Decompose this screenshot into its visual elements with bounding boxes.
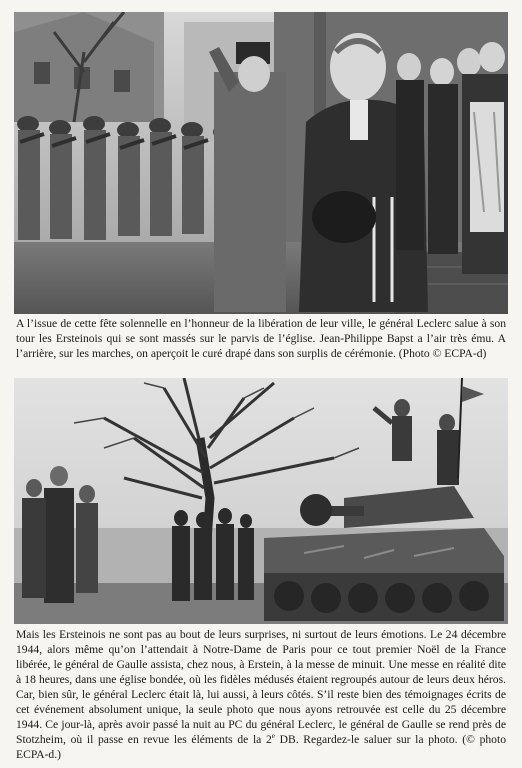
photo-review-troops (14, 378, 508, 624)
photo-ceremony-image (14, 12, 508, 314)
caption-superscript: e (271, 732, 275, 741)
caption-ceremony-text: A l’issue de cette fête solennelle en l’honneur de la libération de leur ville, le général Leclerc salue à son tour les Ersteinois qui se sont massés sur le parvis de l’église. Jean-Philippe Bapst a l’air très ému. A l’arrière, sur les marches, on aperçoit le curé drapé dans son surplis de cérémonie. (Photo © ECPA-d) (16, 317, 506, 360)
caption-ceremony (16, 316, 506, 361)
photo-review-troops-image (14, 378, 508, 624)
caption-review-troops-text-end: DB. Regardez-le saluer sur la photo. (© photo ECPA-d.) (16, 733, 506, 761)
photo-ceremony (14, 12, 508, 314)
caption-review-troops (16, 627, 506, 762)
caption-review-troops-text: Mais les Ersteinois ne sont pas au bout de leurs surprises, ni surtout de leurs émotions. Le 24 décembre 1944, alors même qu’on l’attendait à Notre-Dame de Paris pour ce tout premier Noël de la France libérée, le général de Gaulle assista, chez nous, à Erstein, à la messe de minuit. Une messe en réalité dite à 18 heures, dans une église bondée, où les fidèles médusés étaient regroupés autour de leurs deux héros. Car, bien sûr, le général Leclerc était là, lui aussi, à leurs côtés. S’il reste bien des témoignages écrits de cet événement absolument unique, la seule photo que nous ayons retrouvée est celle du 25 décembre 1944. Ce jour-là, après avoir passé la nuit au PC du général Leclerc, le général de Gaulle se rend près de Stotzheim, où il passe en revue les éléments de la 2 (16, 628, 506, 746)
